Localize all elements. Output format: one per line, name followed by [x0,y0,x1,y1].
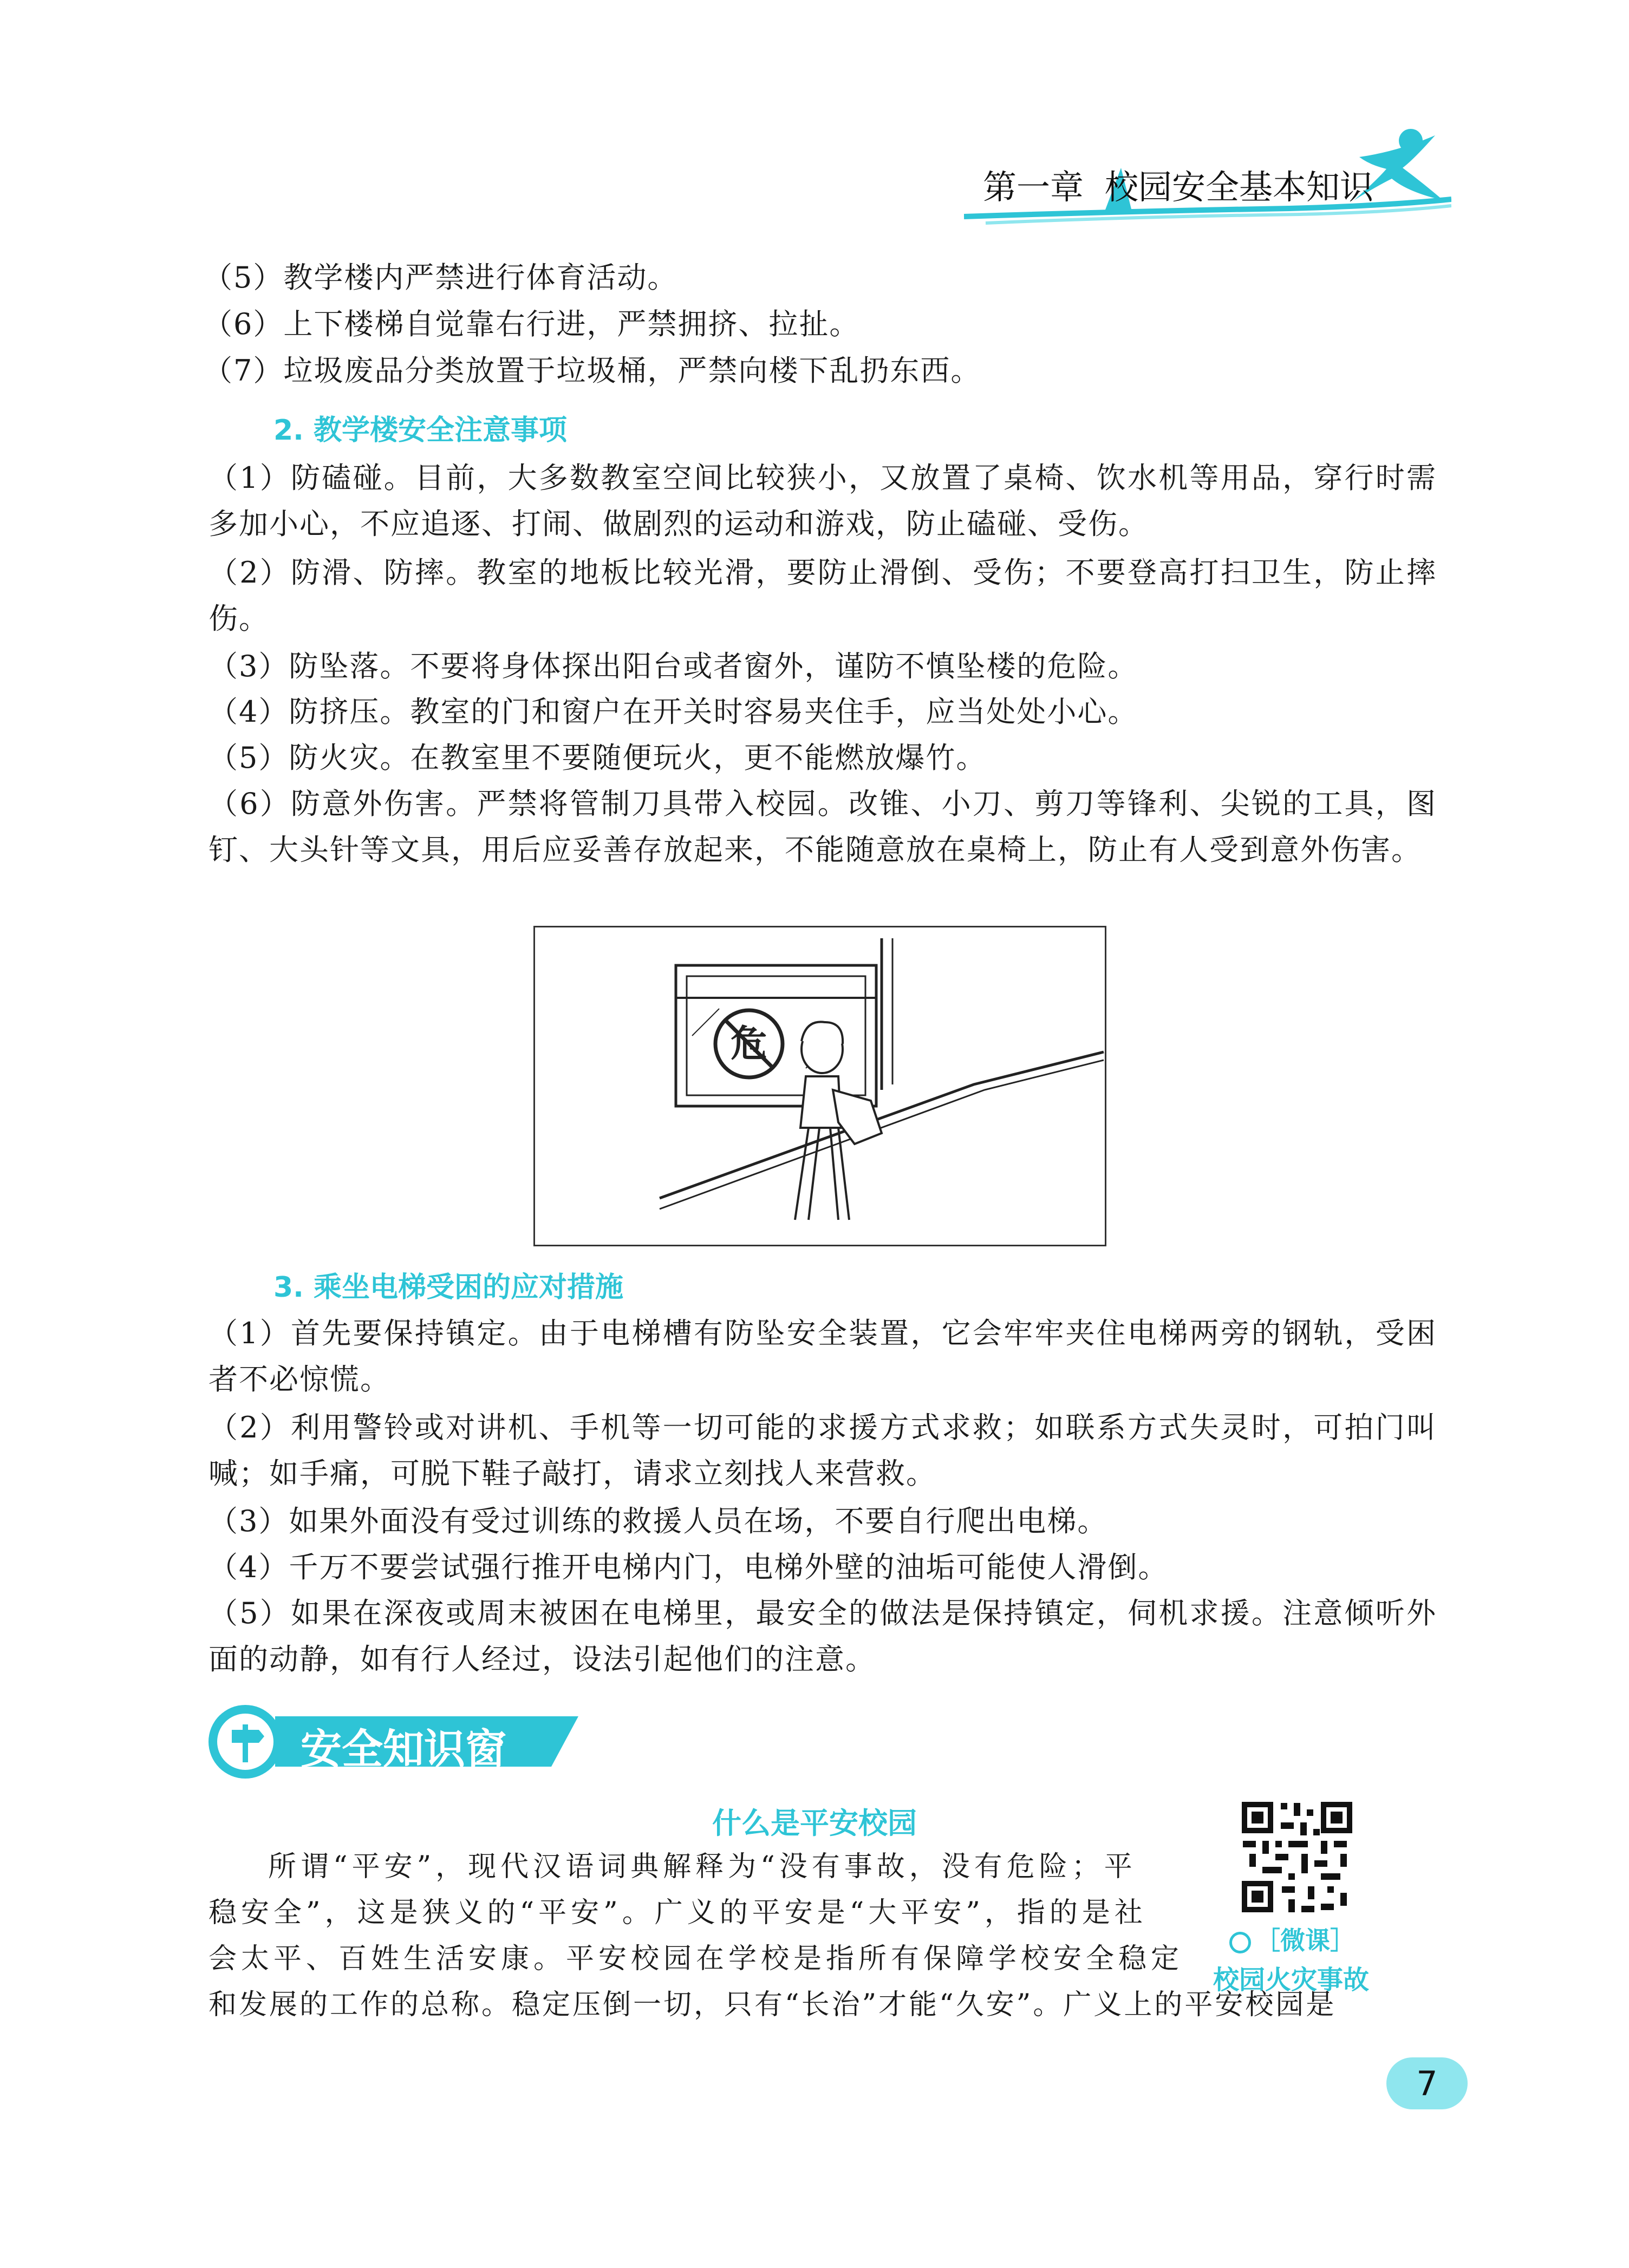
list-item: （2）防滑、防摔。教室的地板比较光滑，要防止滑倒、受伤；不要登高打扫卫生，防止摔伤。 [208,555,1437,636]
list-item: （5）教学楼内严禁进行体育活动。 [203,260,678,295]
page-number: 7 [1386,2057,1468,2109]
section2-heading: 2. 教学楼安全注意事项 [273,414,568,447]
body-line: 和发展的工作的总称。稳定压倒一切，只有“长治”才能“久安”。广义上的平安校园是 [208,1989,1337,2021]
list-item: （5）如果在深夜或周末被困在电梯里，最安全的做法是保持镇定，伺机求援。注意倾听外面的动静，如有行人经过，设法引起他们的注意。 [208,1596,1437,1676]
magnifier-icon [1229,1932,1251,1953]
knowledge-title: 什么是平安校园 [712,1806,917,1840]
boy-at-window-illustration [535,927,1105,1245]
list-item: （4）千万不要尝试强行推开电梯内门，电梯外壁的油垢可能使人滑倒。 [208,1550,1169,1584]
list-item: （3）如果外面没有受过训练的救援人员在场，不要自行爬出电梯。 [208,1504,1108,1538]
qr-caption: 校园火灾事故 [1213,1965,1370,1995]
body-line: 会太平、百姓生活安康。平安校园在学校是指所有保障学校安全稳定 [208,1943,1184,1975]
banner-title: 安全知识窗 [301,1725,506,1773]
qr-code-icon [1237,1798,1357,1917]
list-item: （6）上下楼梯自觉靠右行进，严禁拥挤、拉扯。 [203,307,860,341]
list-item: （1）首先要保持镇定。由于电梯槽有防坠安全装置，它会牢牢夹住电梯两旁的钢轨，受困者不必惊慌。 [208,1316,1437,1396]
illustration [533,926,1106,1246]
danger-sign-text: 危 [730,1023,768,1066]
list-item: （3）防坠落。不要将身体探出阳台或者窗外，谨防不慎坠楼的危险。 [208,649,1138,683]
list-item: （2）利用警铃或对讲机、手机等一切可能的求援方式求救；如联系方式失灵时，可拍门叫喊；如手痛，可脱下鞋子敲打，请求立刻找人来营救。 [208,1410,1437,1491]
qr-tag: ［微课］ [1255,1926,1355,1955]
list-item: （7）垃圾废品分类放置于垃圾桶，严禁向楼下乱扔东西。 [203,354,981,388]
qr-tag-row [1229,1921,1355,1957]
qr-code[interactable] [1237,1798,1357,1917]
chapter-title: 校园安全基本知识 [1105,167,1374,207]
body-line: 所谓“平安”，现代汉语词典解释为“没有事故，没有危险；平 [268,1851,1137,1883]
chapter-label: 第一章 [983,167,1084,207]
body-line: 稳安全”，这是狭义的“平安”。广义的平安是“大平安”，指的是社 [208,1897,1147,1929]
list-item: （1）防磕碰。目前，大多数教室空间比较狭小，又放置了桌椅、饮水机等用品，穿行时需多加小心，不应追逐、打闹、做剧烈的运动和游戏，防止磕碰、受伤。 [208,461,1437,541]
section3-heading: 3. 乘坐电梯受困的应对措施 [273,1271,624,1304]
list-item: （6）防意外伤害。严禁将管制刀具带入校园。改锥、小刀、剪刀等锋利、尖锐的工具，图钉、大头针等文具，用后应妥善存放起来，不能随意放在桌椅上，防止有人受到意外伤害。 [208,787,1437,867]
list-item: （4）防挤压。教室的门和窗户在开关时容易夹住手，应当处处小心。 [208,695,1138,729]
list-item: （5）防火灾。在教室里不要随便玩火，更不能燃放爆竹。 [208,741,987,775]
